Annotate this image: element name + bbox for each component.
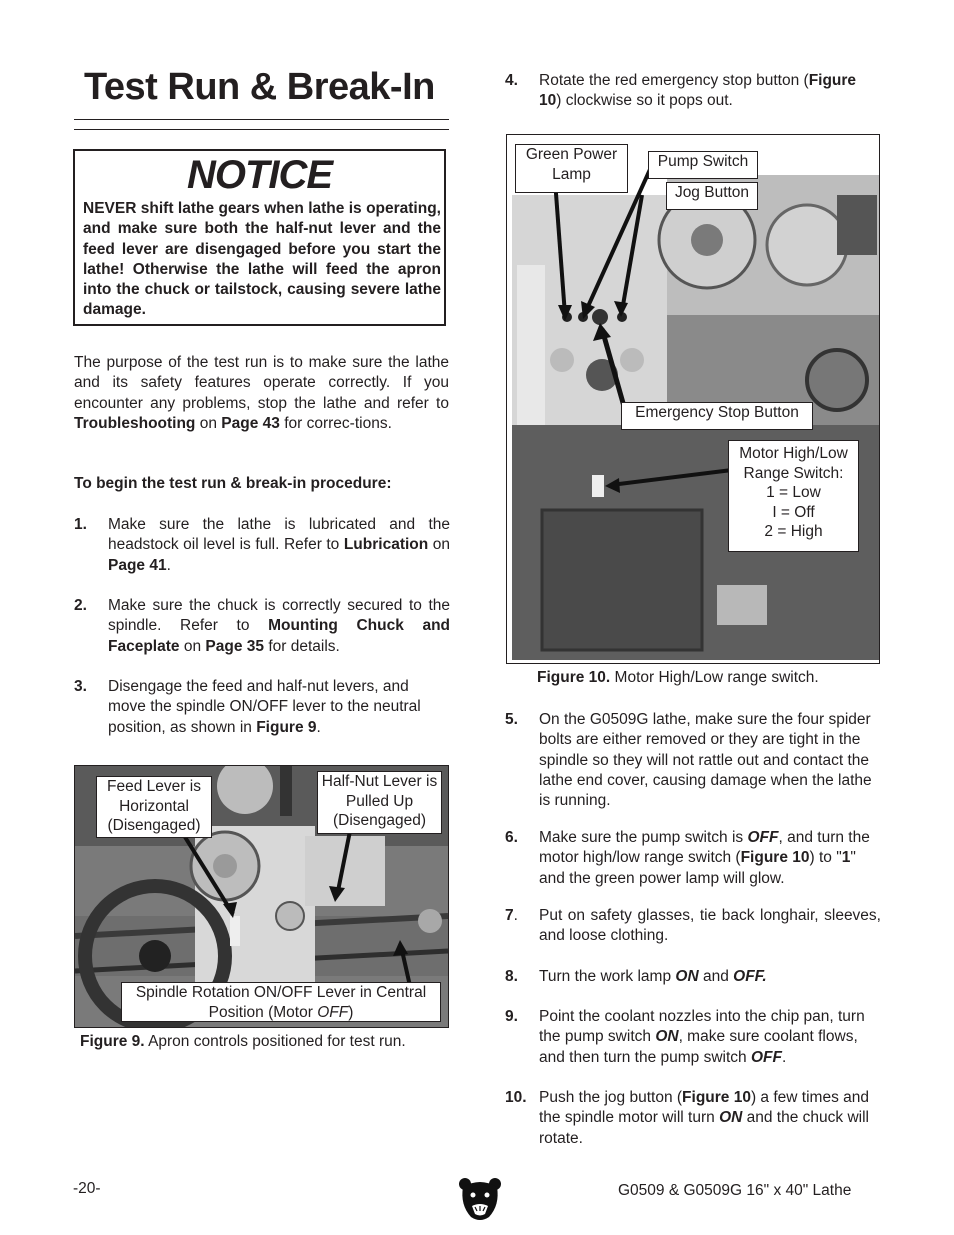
text: . [166, 556, 171, 574]
text: on [183, 637, 202, 655]
step-text [108, 677, 450, 738]
step-text: Put on safety glasses, tie back longhair, sleeves, and loose clothing. [539, 907, 881, 945]
step-4 [505, 71, 881, 113]
step-number: 9. [505, 1008, 518, 1025]
callout-off: OFF [317, 1003, 349, 1021]
figure-9-caption [80, 1033, 406, 1051]
emphasis: OFF. [733, 968, 767, 985]
grizzly-bear-logo-icon [457, 1175, 503, 1223]
text: ) to " [809, 849, 842, 867]
callout-pump-switch: Pump Switch [648, 151, 758, 179]
step-text [539, 1007, 881, 1068]
text: , and turn the motor high/low range switch ( [539, 829, 870, 867]
text: on [432, 536, 451, 554]
step-text [539, 967, 881, 987]
callout-line: 2 = High [764, 523, 823, 540]
step-number: 3. [74, 678, 87, 695]
ref: Mounting Chuck and Faceplate [108, 617, 451, 655]
step-number: 8. [505, 968, 518, 985]
step-8 [505, 967, 881, 989]
ref: Page 41 [108, 556, 167, 574]
step-number: 10. [505, 1089, 527, 1106]
emphasis: OFF [747, 829, 779, 846]
ref: Figure 10 [539, 72, 857, 110]
figure-10-caption [537, 669, 819, 687]
text: Make sure the pump switch is [539, 829, 744, 846]
callout-spindle-lever [121, 982, 441, 1022]
step-text [108, 515, 450, 576]
figure-10-photo [507, 135, 879, 663]
page-number: -20- [73, 1180, 101, 1197]
ref: Page 35 [205, 637, 264, 655]
step-1 [74, 515, 450, 577]
ref: Lubrication [343, 536, 429, 554]
step-5 [505, 710, 881, 812]
step-text [539, 828, 881, 889]
emphasis: OFF [750, 1048, 782, 1066]
notice-text: NEVER shift lathe gears when lathe is operating, and make sure both the half-nut lever and the feed lever are disengaged before you start the lathe! Otherwise the lathe will feed the apron into the chuck or tailstock, causing severe lathe damage. [83, 200, 441, 319]
footer-model: G0509 & G0509G 16" x 40" Lathe [618, 1182, 852, 1199]
page-title: Test Run & Break-In [84, 66, 435, 108]
intro-text: The purpose of the test run is to make sure the lathe and its safety features operate correctly. If you encounter any problems, stop the lathe and refer to [74, 354, 449, 412]
text: Push the jog button ( [539, 1089, 683, 1106]
intro-on: on [199, 414, 217, 432]
text: and [702, 968, 729, 985]
callout-green-power-lamp: Green Power Lamp [515, 144, 628, 193]
text: ) a few times and the spindle motor will turn [539, 1089, 869, 1127]
ref: Figure 9 [256, 718, 317, 736]
step-3 [74, 677, 450, 739]
title-rule-bottom [74, 129, 449, 130]
step-text [539, 1088, 881, 1149]
caption-text: Apron controls positioned for test run. [148, 1033, 406, 1050]
notice-box [73, 149, 446, 326]
step-number-dot: . [513, 907, 518, 924]
caption-text: Motor High/Low range switch. [614, 669, 819, 686]
text: Make sure the chuck is correctly secured to the spindle. Refer to [108, 597, 450, 635]
text: " and the green power lamp will glow. [539, 849, 856, 887]
text: . [781, 1048, 787, 1066]
callout-text: Spindle Rotation ON/OFF Lever in Central Position (Motor [135, 984, 427, 1021]
text: . [316, 718, 321, 736]
callout-half-nut-lever: Half-Nut Lever is Pulled Up (Disengaged) [317, 771, 442, 834]
callout-line: I = Off [772, 503, 815, 521]
callout-jog-button: Jog Button [666, 182, 758, 210]
page-ref: Page 43 [221, 414, 280, 432]
callout-line: Motor High/Low [739, 445, 848, 462]
caption-label: Figure 10. [537, 669, 611, 686]
callout-line: Range Switch: [743, 464, 844, 482]
callout-line: 1 = Low [766, 484, 821, 501]
step-9 [505, 1007, 881, 1069]
troubleshooting-ref: Troubleshooting [74, 414, 196, 432]
step-number: 1. [74, 516, 87, 533]
step-number: 4. [505, 72, 518, 89]
text: Turn the work lamp [539, 968, 672, 985]
step-text: On the G0509G lathe, make sure the four spider bolts are either removed or they are tight in the spindle so they will not rattle out and contact the lathe end cover, causing damage when the lathe is running. [539, 711, 872, 810]
callout-motor-range-switch [728, 440, 859, 552]
step-number [505, 906, 518, 926]
ref: 1 [841, 849, 851, 867]
text: Make sure the lathe is lubricated and the headstock oil level is full. Refer to [108, 516, 450, 554]
emphasis: ON [719, 1109, 743, 1127]
figure-10 [506, 134, 880, 664]
intro-paragraph [74, 353, 449, 434]
caption-label: Figure 9. [80, 1033, 145, 1050]
text: Point the coolant nozzles into the chip pan, turn the pump switch [539, 1008, 865, 1046]
text: , make sure coolant flows, and then turn the pump switch [539, 1028, 858, 1066]
intro-end: for correc-tions. [284, 414, 392, 432]
text: for details. [268, 637, 340, 655]
callout-emergency-stop: Emergency Stop Button [621, 402, 813, 430]
emphasis: ON [655, 1028, 679, 1046]
step-2 [74, 596, 450, 658]
step-number: 5. [505, 711, 518, 728]
step-number: 2. [74, 597, 87, 614]
step-number-value: 7 [505, 907, 514, 924]
step-number: 6. [505, 829, 518, 846]
step-10 [505, 1088, 881, 1150]
emphasis: ON [675, 968, 699, 985]
procedure-heading: To begin the test run & break-in procedure: [74, 475, 392, 492]
text: and the chuck will rotate. [539, 1109, 869, 1147]
text: ) clockwise so it pops out. [556, 92, 733, 110]
notice-heading: NOTICE [186, 153, 333, 197]
text: Rotate the red emergency stop button ( [539, 72, 809, 89]
text: Disengage the feed and half-nut levers, and move the spindle ON/OFF lever to the neutral position, as shown in [108, 678, 421, 736]
step-7 [505, 906, 881, 948]
callout-text: ) [348, 1003, 354, 1021]
ref: Figure 10 [682, 1089, 751, 1106]
title-rule-top [74, 119, 449, 120]
step-text [539, 71, 881, 112]
callout-feed-lever: Feed Lever is Horizontal (Disengaged) [96, 776, 212, 838]
figure-9 [74, 765, 449, 1028]
step-text [108, 596, 450, 657]
ref: Figure 10 [740, 849, 810, 867]
step-6 [505, 828, 881, 890]
